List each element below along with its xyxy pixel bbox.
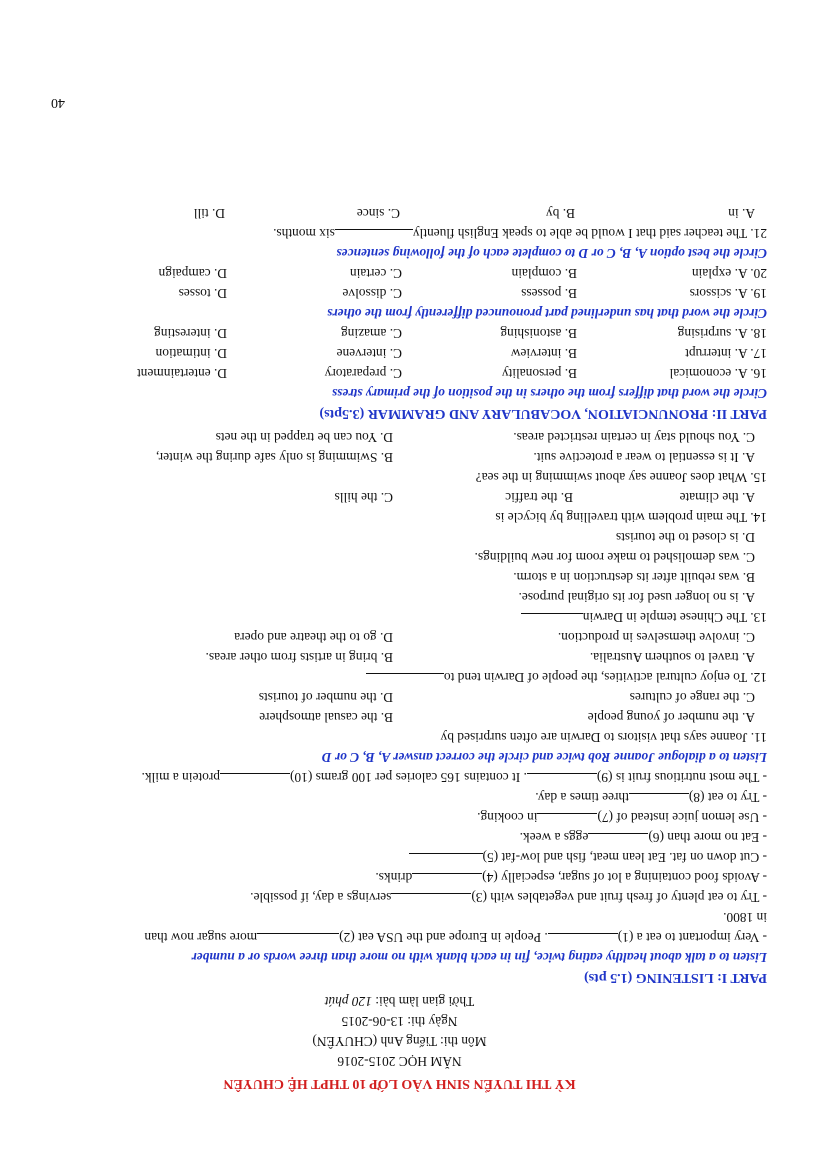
option-d[interactable]: D. is closed to the tourists <box>615 530 755 545</box>
blank-4[interactable] <box>412 873 482 887</box>
duration-label: Thời gian làm bài: <box>371 994 475 1009</box>
option-b[interactable]: B. complain <box>511 266 577 281</box>
talk-line-4 <box>32 847 767 867</box>
q15-options-cd <box>32 427 767 447</box>
option-b[interactable]: B. was rebuilt after its destruction in a storm. <box>513 570 755 585</box>
talk-text: - Very important to eat a (1) <box>617 930 767 945</box>
option-d[interactable]: D. the number of tourists <box>258 690 393 705</box>
talk-text: in cooking. <box>477 810 538 825</box>
q19-options <box>32 283 767 303</box>
talk-text: - Cut down on fat. Eat lean meat, fish and low-fat (5) <box>482 850 767 865</box>
option-a[interactable]: A. travel to southern Australia. <box>589 650 755 665</box>
talk-text: more sugar now than <box>144 930 258 945</box>
exam-title: KỲ THI TUYỂN SINH VÀO LỚP 10 THPT HỆ CHUYÊN <box>223 1076 576 1091</box>
q12-blank[interactable] <box>366 673 444 687</box>
talk-line-7 <box>32 787 767 807</box>
option-a[interactable]: A. It is essential to wear a protective suit. <box>533 450 755 465</box>
option-a[interactable]: A. is no longer used for its original purpose. <box>518 590 755 605</box>
q16-options <box>32 363 767 383</box>
talk-text: - Use lemon juice instead of (7) <box>597 810 767 825</box>
part2-instruction-grammar: Circle the best option A, B, C or D to complete each of the following sentences <box>336 246 767 261</box>
q14-options <box>32 487 767 507</box>
talk-text: three times a day. <box>535 790 629 805</box>
q15-stem: 15. What does Joanne say about swimming in the sea? <box>475 470 767 485</box>
option-a[interactable]: A. the number of young people <box>587 710 755 725</box>
q13-text: 13. The Chinese temple in Darwin <box>582 610 767 625</box>
q12-options-ab <box>32 647 767 667</box>
option-b[interactable]: B. the casual atmosphere <box>259 710 393 725</box>
option-c[interactable]: C. intervene <box>336 346 402 361</box>
blank-9[interactable] <box>527 773 597 787</box>
option-b[interactable]: B. interview <box>510 346 577 361</box>
q12-stem <box>32 667 767 687</box>
talk-text: . It contains 165 calories per 100 grams (10) <box>290 770 527 785</box>
q15-options-ab <box>32 447 767 467</box>
option-b[interactable]: B. Swimming is only safe during the winter, <box>155 450 393 465</box>
q21-blank[interactable] <box>335 229 413 243</box>
blank-10[interactable] <box>220 773 290 787</box>
blank-1[interactable] <box>548 933 618 947</box>
duration <box>32 991 767 1011</box>
q11-stem: 11. Joanne says that visitors to Darwin are often surprised by <box>440 730 767 745</box>
q13-stem <box>32 607 767 627</box>
option-a[interactable]: 17. A. interrupt <box>685 346 767 361</box>
option-a[interactable]: 20. A. explain <box>691 266 767 281</box>
blank-3[interactable] <box>391 893 471 907</box>
talk-text: . People in Europe and the USA eat (2) <box>339 930 548 945</box>
part1-instruction-1: Listen to a talk about healthy eating twice, fin in each blank with no more than three words or a number <box>191 950 767 965</box>
talk-line-6 <box>32 807 767 827</box>
option-c[interactable]: C. preparatory <box>324 366 402 381</box>
q11-options-ab <box>32 707 767 727</box>
option-b[interactable]: B. by <box>545 206 575 221</box>
option-b[interactable]: B. bring in artists from other areas. <box>205 650 393 665</box>
blank-8[interactable] <box>629 793 689 807</box>
subject: Môn thi: Tiếng Anh (CHUYÊN) <box>312 1034 487 1049</box>
q20-options <box>32 263 767 283</box>
q21-options <box>32 203 767 223</box>
option-d[interactable]: D. campaign <box>158 266 227 281</box>
talk-line-3 <box>32 867 767 887</box>
talk-text: protein a milk. <box>141 770 221 785</box>
option-c[interactable]: C. involve themselves in production. <box>557 630 755 645</box>
option-c[interactable]: C. was demolished to make room for new buildings. <box>474 550 755 565</box>
talk-line-1b: in 1800. <box>723 910 767 925</box>
exam-date: Ngày thi: 13-06-2015 <box>341 1014 458 1029</box>
option-c[interactable]: C. You should stay in certain restricted areas. <box>513 430 755 445</box>
talk-line-8 <box>32 767 767 787</box>
q21-text: 21. The teacher said that I would be able to speak English fluently <box>412 226 767 241</box>
option-b[interactable]: B. astonishing <box>500 326 577 341</box>
school-year: NĂM HỌC 2015-2016 <box>337 1054 462 1069</box>
option-b[interactable]: B. personality <box>501 366 577 381</box>
talk-line-1 <box>32 927 767 947</box>
q21-text: six months. <box>273 226 335 241</box>
option-c[interactable]: C. since <box>356 206 400 221</box>
blank-6[interactable] <box>588 833 648 847</box>
talk-text: - Avoids food containing a lot of sugar, especially (4) <box>482 870 767 885</box>
option-d[interactable]: D. till <box>193 206 225 221</box>
option-d[interactable]: D. interesting <box>154 326 227 341</box>
q11-options-cd <box>32 687 767 707</box>
talk-text: - Try to eat (8) <box>688 790 767 805</box>
q13-blank[interactable] <box>521 613 583 627</box>
part1-instruction-2: Listen to a dialogue Joanne Rob twice and circle the correct answer A, B, C or D <box>321 750 767 765</box>
page-content <box>32 203 767 1093</box>
option-c[interactable]: C. the hills <box>334 490 393 505</box>
option-d[interactable]: D. You can be trapped in the nets <box>215 430 393 445</box>
q14-stem: 14. The main problem with travelling by bicycle is <box>495 510 767 525</box>
talk-text: - Try to eat plenty of fresh fruit and vegetables with (3) <box>471 890 767 905</box>
q12-text: 12. To enjoy cultural activities, the people of Darwin tend to <box>443 670 767 685</box>
part1-title: PART I: LISTENING (1.5 pts) <box>584 970 767 985</box>
blank-5[interactable] <box>409 853 483 867</box>
option-b[interactable]: B. possess <box>521 286 577 301</box>
talk-text: - The most nutritious fruit is (9) <box>596 770 767 785</box>
option-b[interactable]: B. the traffic <box>505 490 573 505</box>
option-c[interactable]: C. the range of cultures <box>629 690 755 705</box>
part2-instruction-stress: Circle the word that differs from the others in the position of the primary stress <box>332 386 767 401</box>
option-a[interactable]: 18. A. surprising <box>677 326 767 341</box>
talk-text: servings a day, if possible. <box>250 890 392 905</box>
option-d[interactable]: D. tosses <box>178 286 227 301</box>
talk-line-2 <box>32 887 767 907</box>
option-a[interactable]: A. the climate <box>679 490 755 505</box>
talk-line-5 <box>32 827 767 847</box>
duration-value: 120 phút <box>324 994 372 1009</box>
talk-text: eggs a week. <box>519 830 589 845</box>
option-a[interactable]: 19. A. scissors <box>689 286 767 301</box>
blank-7[interactable] <box>537 813 597 827</box>
part2-instruction-pron: Circle the word that has underlined part pronounced differently from the others <box>327 306 767 321</box>
option-c[interactable]: C. certain <box>349 266 402 281</box>
q18-options <box>32 323 767 343</box>
q17-options <box>32 343 767 363</box>
talk-text: - Eat no more than (6) <box>648 830 767 845</box>
page-number: 40 <box>51 95 65 110</box>
option-d[interactable]: D. intimation <box>155 346 227 361</box>
option-c[interactable]: C. amazing <box>341 326 402 341</box>
q12-options-cd <box>32 627 767 647</box>
q21-stem <box>32 223 767 243</box>
option-d[interactable]: D. entertainment <box>137 366 227 381</box>
option-c[interactable]: C. dissolve <box>342 286 402 301</box>
talk-text: drinks. <box>375 870 413 885</box>
option-a[interactable]: 16. A. economical <box>669 366 767 381</box>
option-a[interactable]: A. in <box>728 206 755 221</box>
part2-title: PART II: PRONUNCIATION, VOCABULARY AND GRAMMAR (3.5pts) <box>319 406 767 421</box>
option-d[interactable]: D. go to the theatre and opera <box>234 630 393 645</box>
blank-2[interactable] <box>257 933 339 947</box>
